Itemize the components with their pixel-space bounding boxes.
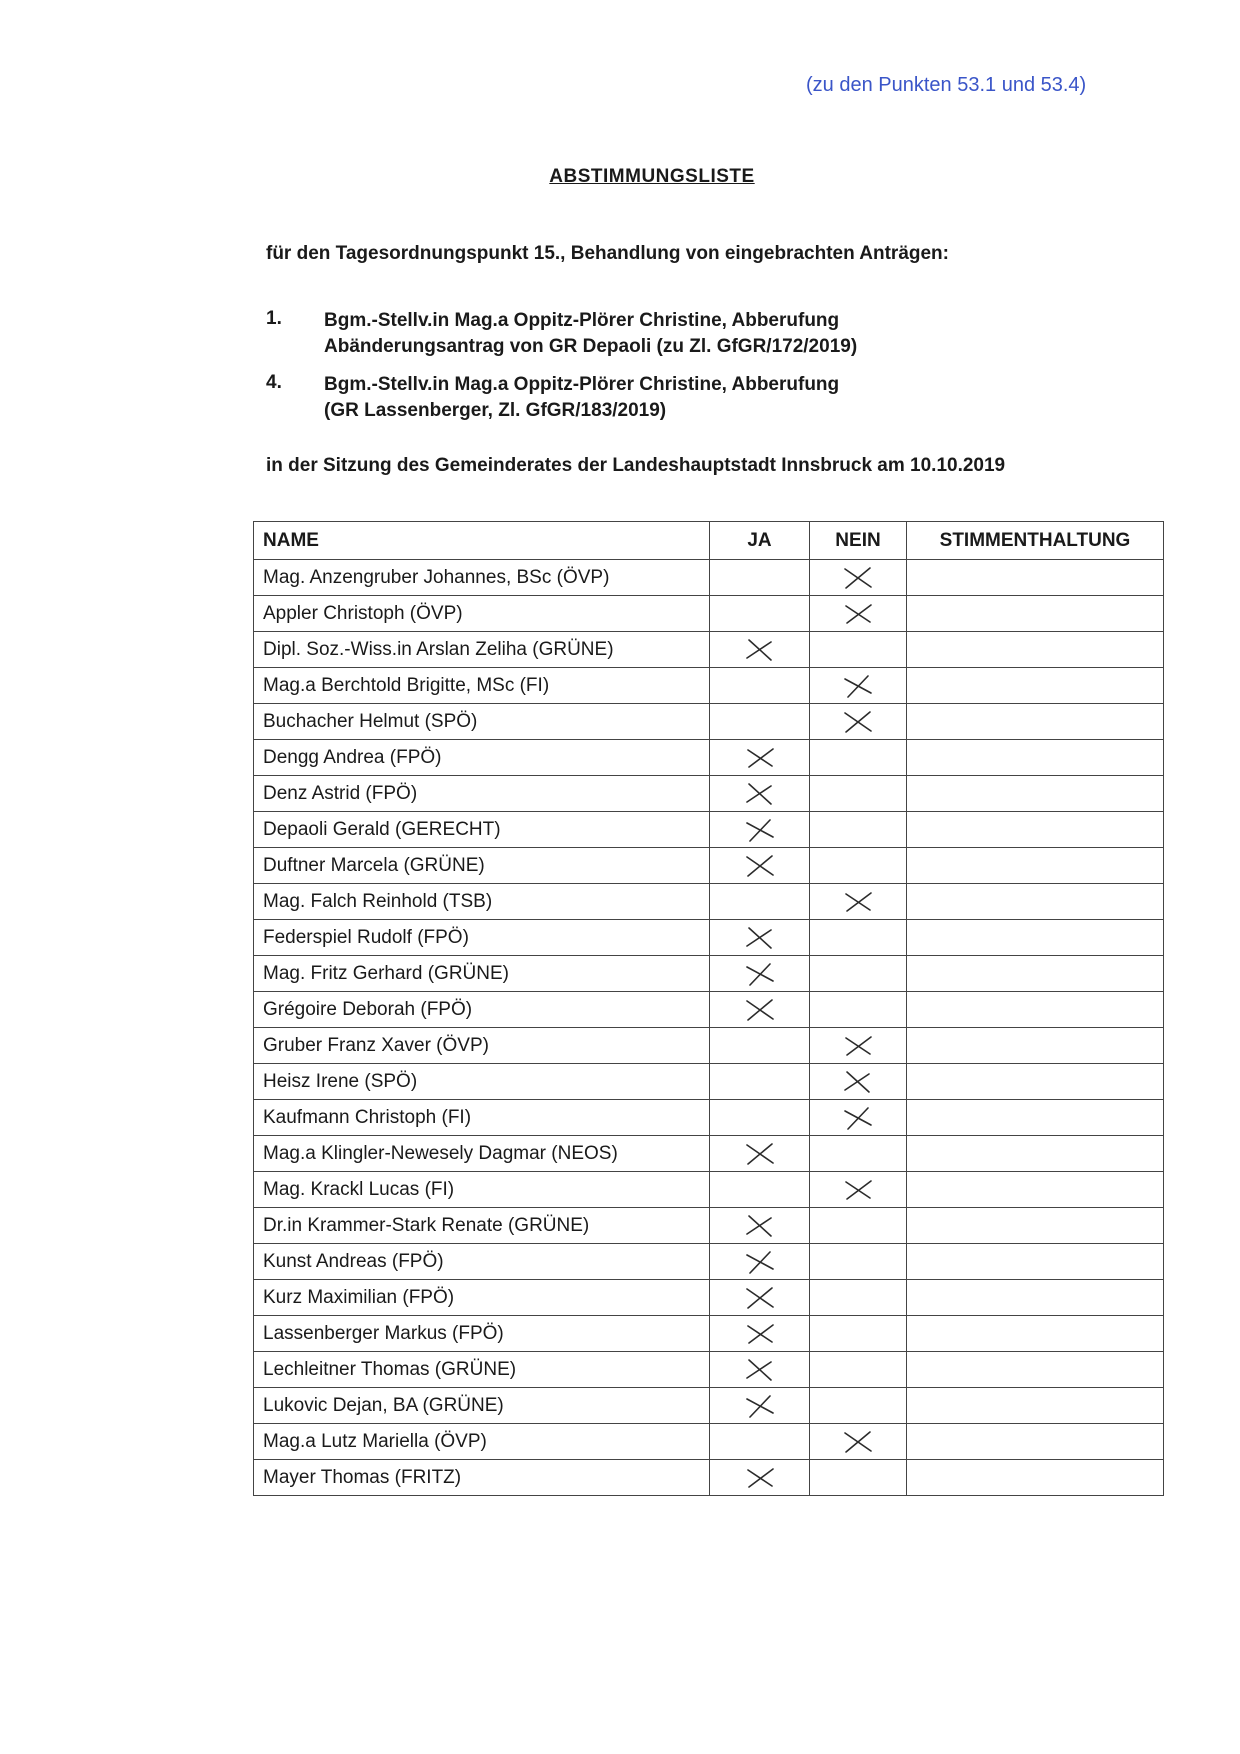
member-name: Federspiel Rudolf (FPÖ) [254, 920, 710, 956]
member-name: Denz Astrid (FPÖ) [254, 776, 710, 812]
table-row [254, 632, 1164, 668]
vote-cell-ja [710, 668, 810, 704]
cross-mark-icon [743, 817, 777, 843]
vote-cell-ja [710, 1280, 810, 1316]
vote-cell-abstention [907, 1352, 1164, 1388]
member-name: Mayer Thomas (FRITZ) [254, 1460, 710, 1496]
vote-cell-ja [710, 776, 810, 812]
table-row [254, 1352, 1164, 1388]
member-name: Kunst Andreas (FPÖ) [254, 1244, 710, 1280]
table-row [254, 1028, 1164, 1064]
vote-cell-nein [810, 1208, 907, 1244]
cross-mark-icon [841, 709, 875, 735]
vote-cell-abstention [907, 884, 1164, 920]
cross-mark-icon [743, 997, 777, 1023]
vote-cell-abstention [907, 1208, 1164, 1244]
table-row [254, 848, 1164, 884]
vote-cell-abstention [907, 848, 1164, 884]
vote-cell-ja [710, 596, 810, 632]
vote-cell-ja [710, 1352, 810, 1388]
vote-cell-nein [810, 740, 907, 776]
table-row [254, 560, 1164, 596]
cross-mark-icon [743, 1141, 777, 1167]
vote-cell-ja [710, 812, 810, 848]
vote-cell-ja [710, 1100, 810, 1136]
member-name: Appler Christoph (ÖVP) [254, 596, 710, 632]
table-row [254, 1064, 1164, 1100]
table-row [254, 1424, 1164, 1460]
vote-cell-nein [810, 668, 907, 704]
vote-cell-ja [710, 1208, 810, 1244]
vote-cell-nein [810, 560, 907, 596]
vote-cell-ja [710, 956, 810, 992]
cross-mark-icon [743, 1393, 777, 1419]
vote-cell-abstention [907, 1460, 1164, 1496]
vote-cell-ja [710, 1064, 810, 1100]
vote-cell-abstention [907, 776, 1164, 812]
vote-cell-abstention [907, 596, 1164, 632]
table-row [254, 884, 1164, 920]
vote-cell-ja [710, 1172, 810, 1208]
member-name: Mag. Falch Reinhold (TSB) [254, 884, 710, 920]
vote-cell-nein [810, 1388, 907, 1424]
vote-cell-nein [810, 1064, 907, 1100]
vote-cell-abstention [907, 1244, 1164, 1280]
table-row [254, 992, 1164, 1028]
member-name: Mag. Anzengruber Johannes, BSc (ÖVP) [254, 560, 710, 596]
vote-cell-ja [710, 1424, 810, 1460]
member-name: Depaoli Gerald (GERECHT) [254, 812, 710, 848]
table-row [254, 1388, 1164, 1424]
cross-mark-icon [841, 1033, 875, 1059]
document-title-wrapper [0, 166, 1240, 188]
agenda-item [266, 372, 1166, 424]
cross-mark-icon [743, 1321, 777, 1347]
vote-cell-ja [710, 1316, 810, 1352]
member-name: Lukovic Dejan, BA (GRÜNE) [254, 1388, 710, 1424]
vote-cell-ja [710, 920, 810, 956]
member-name: Grégoire Deborah (FPÖ) [254, 992, 710, 1028]
cross-mark-icon [841, 1069, 875, 1095]
table-row [254, 668, 1164, 704]
reference-note: (zu den Punkten 53.1 und 53.4) [806, 74, 1087, 96]
vote-cell-abstention [907, 812, 1164, 848]
member-name: Dr.in Krammer-Stark Renate (GRÜNE) [254, 1208, 710, 1244]
member-name: Dipl. Soz.-Wiss.in Arslan Zeliha (GRÜNE) [254, 632, 710, 668]
vote-cell-ja [710, 992, 810, 1028]
vote-cell-ja [710, 740, 810, 776]
vote-cell-abstention [907, 1064, 1164, 1100]
vote-cell-nein [810, 884, 907, 920]
vote-cell-ja [710, 632, 810, 668]
vote-cell-ja [710, 1460, 810, 1496]
member-name: Mag. Fritz Gerhard (GRÜNE) [254, 956, 710, 992]
vote-cell-abstention [907, 956, 1164, 992]
vote-cell-abstention [907, 740, 1164, 776]
vote-cell-ja [710, 1136, 810, 1172]
agenda-item-line: Bgm.-Stellv.in Mag.a Oppitz-Plörer Christine, Abberufung [324, 310, 840, 331]
member-name: Lassenberger Markus (FPÖ) [254, 1316, 710, 1352]
column-header-nein: NEIN [810, 522, 907, 560]
table-row [254, 1172, 1164, 1208]
vote-cell-nein [810, 848, 907, 884]
vote-cell-ja [710, 1388, 810, 1424]
cross-mark-icon [743, 1213, 777, 1239]
vote-cell-nein [810, 812, 907, 848]
vote-cell-nein [810, 704, 907, 740]
vote-cell-abstention [907, 632, 1164, 668]
member-name: Buchacher Helmut (SPÖ) [254, 704, 710, 740]
table-row [254, 1136, 1164, 1172]
member-name: Lechleitner Thomas (GRÜNE) [254, 1352, 710, 1388]
cross-mark-icon [743, 1285, 777, 1311]
table-row [254, 920, 1164, 956]
cross-mark-icon [743, 853, 777, 879]
member-name: Mag.a Berchtold Brigitte, MSc (FI) [254, 668, 710, 704]
agenda-item-line: Abänderungsantrag von GR Depaoli (zu Zl. GfGR/172/2019) [324, 336, 858, 357]
vote-cell-ja [710, 560, 810, 596]
cross-mark-icon [841, 1429, 875, 1455]
vote-cell-abstention [907, 704, 1164, 740]
vote-cell-abstention [907, 992, 1164, 1028]
vote-cell-nein [810, 1028, 907, 1064]
vote-cell-ja [710, 884, 810, 920]
vote-table [253, 521, 1164, 1496]
vote-cell-nein [810, 776, 907, 812]
vote-cell-nein [810, 1424, 907, 1460]
member-name: Gruber Franz Xaver (ÖVP) [254, 1028, 710, 1064]
agenda-item-line: Bgm.-Stellv.in Mag.a Oppitz-Plörer Christine, Abberufung [324, 374, 840, 395]
cross-mark-icon [841, 565, 875, 591]
table-row [254, 1280, 1164, 1316]
vote-cell-abstention [907, 1136, 1164, 1172]
table-row [254, 956, 1164, 992]
vote-cell-ja [710, 1244, 810, 1280]
table-row [254, 812, 1164, 848]
column-header-name: NAME [254, 522, 710, 560]
vote-cell-nein [810, 1136, 907, 1172]
vote-cell-nein [810, 1352, 907, 1388]
member-name: Mag.a Lutz Mariella (ÖVP) [254, 1424, 710, 1460]
cross-mark-icon [841, 889, 875, 915]
vote-cell-abstention [907, 920, 1164, 956]
vote-cell-nein [810, 596, 907, 632]
session-line: in der Sitzung des Gemeinderates der Landeshauptstadt Innsbruck am 10.10.2019 [266, 455, 1006, 476]
vote-cell-nein [810, 632, 907, 668]
table-row [254, 1316, 1164, 1352]
member-name: Mag.a Klingler-Newesely Dagmar (NEOS) [254, 1136, 710, 1172]
cross-mark-icon [841, 1177, 875, 1203]
vote-cell-nein [810, 1460, 907, 1496]
table-row [254, 1460, 1164, 1496]
vote-cell-ja [710, 848, 810, 884]
vote-cell-abstention [907, 668, 1164, 704]
member-name: Duftner Marcela (GRÜNE) [254, 848, 710, 884]
agenda-item [266, 308, 1166, 360]
agenda-list [266, 308, 1166, 436]
member-name: Kurz Maximilian (FPÖ) [254, 1280, 710, 1316]
cross-mark-icon [743, 925, 777, 951]
vote-table-header-row [254, 522, 1164, 560]
vote-cell-nein [810, 920, 907, 956]
vote-cell-ja [710, 704, 810, 740]
table-row [254, 596, 1164, 632]
cross-mark-icon [841, 601, 875, 627]
agenda-item-text [324, 372, 839, 424]
member-name: Kaufmann Christoph (FI) [254, 1100, 710, 1136]
vote-cell-nein [810, 1280, 907, 1316]
vote-table-body [254, 560, 1164, 1496]
agenda-subtitle: für den Tagesordnungspunkt 15., Behandlung von eingebrachten Anträgen: [266, 243, 949, 264]
table-row [254, 1100, 1164, 1136]
vote-cell-abstention [907, 1172, 1164, 1208]
cross-mark-icon [743, 781, 777, 807]
cross-mark-icon [743, 637, 777, 663]
vote-cell-abstention [907, 1100, 1164, 1136]
vote-cell-nein [810, 1316, 907, 1352]
vote-cell-nein [810, 956, 907, 992]
vote-cell-nein [810, 1172, 907, 1208]
cross-mark-icon [743, 1357, 777, 1383]
document-title: ABSTIMMUNGSLISTE [549, 166, 755, 187]
cross-mark-icon [841, 1105, 875, 1131]
agenda-item-number: 1. [266, 308, 282, 329]
vote-cell-ja [710, 1028, 810, 1064]
table-row [254, 740, 1164, 776]
table-row [254, 776, 1164, 812]
cross-mark-icon [743, 961, 777, 987]
vote-cell-nein [810, 1100, 907, 1136]
column-header-abstention: STIMMENTHALTUNG [907, 522, 1164, 560]
table-row [254, 704, 1164, 740]
cross-mark-icon [841, 673, 875, 699]
table-row [254, 1244, 1164, 1280]
member-name: Dengg Andrea (FPÖ) [254, 740, 710, 776]
vote-cell-nein [810, 992, 907, 1028]
vote-cell-abstention [907, 1280, 1164, 1316]
cross-mark-icon [743, 1249, 777, 1275]
vote-cell-abstention [907, 1028, 1164, 1064]
vote-cell-abstention [907, 1388, 1164, 1424]
vote-cell-nein [810, 1244, 907, 1280]
vote-cell-abstention [907, 1316, 1164, 1352]
member-name: Heisz Irene (SPÖ) [254, 1064, 710, 1100]
agenda-item-number: 4. [266, 372, 282, 393]
agenda-item-text [324, 308, 857, 360]
agenda-item-line: (GR Lassenberger, Zl. GfGR/183/2019) [324, 400, 667, 421]
vote-cell-abstention [907, 560, 1164, 596]
vote-cell-abstention [907, 1424, 1164, 1460]
cross-mark-icon [743, 1465, 777, 1491]
cross-mark-icon [743, 745, 777, 771]
column-header-ja: JA [710, 522, 810, 560]
member-name: Mag. Krackl Lucas (FI) [254, 1172, 710, 1208]
table-row [254, 1208, 1164, 1244]
